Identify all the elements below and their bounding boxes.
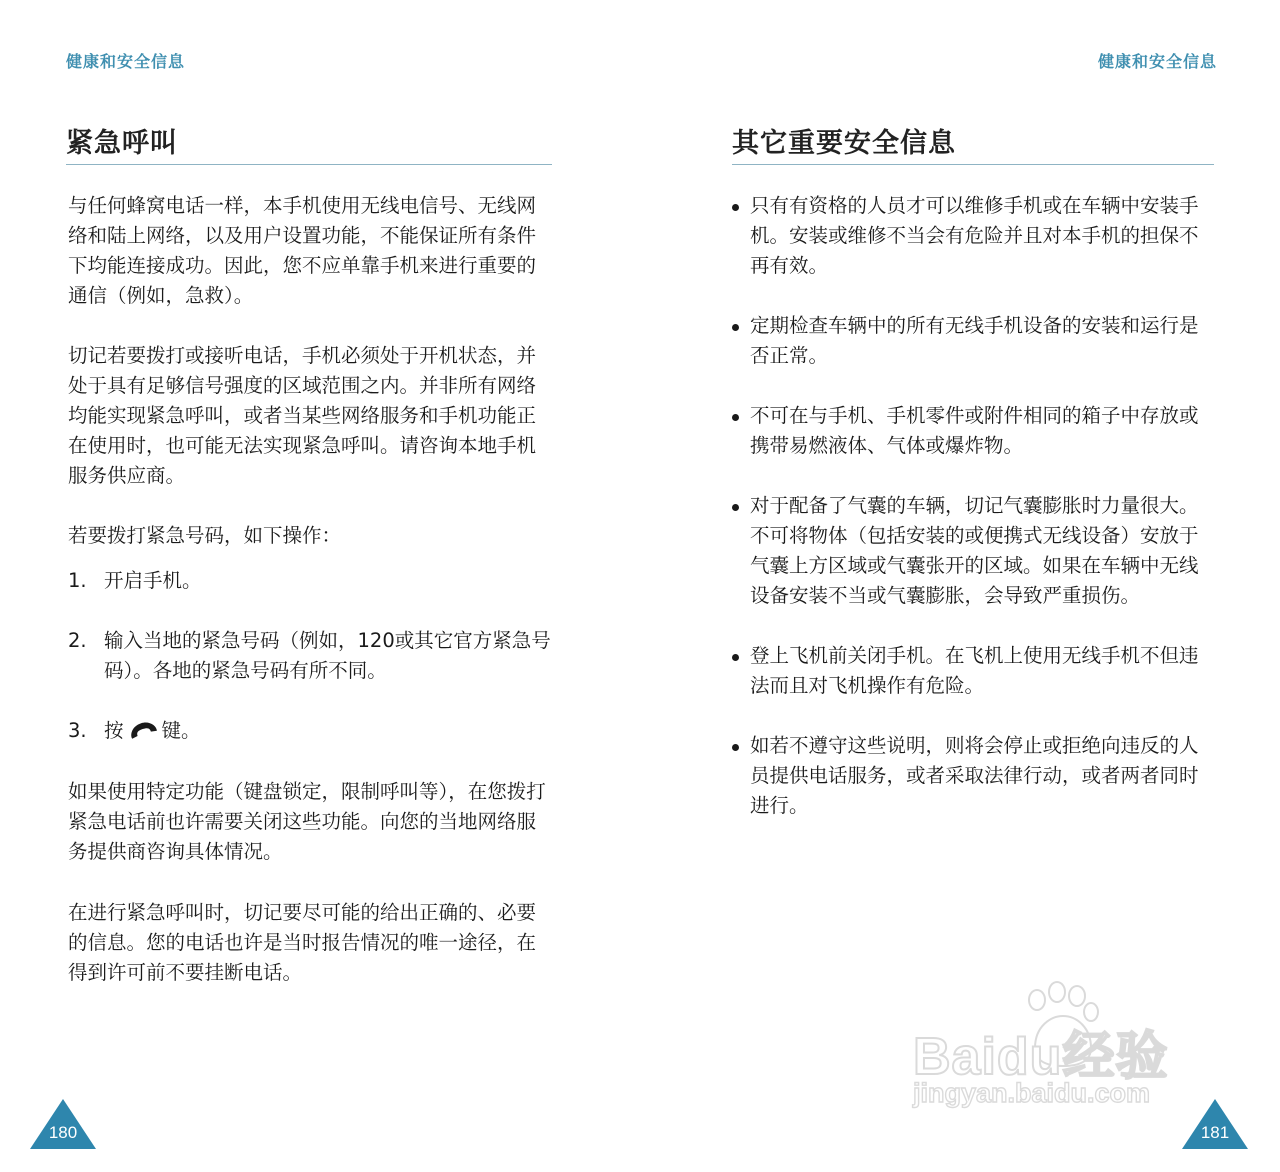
bullet-dot-icon: [732, 744, 739, 751]
bullet-item: [732, 191, 1210, 281]
bullet-dot-icon: [732, 654, 739, 661]
step-1: [68, 566, 554, 596]
bullet-item: [732, 641, 1210, 701]
body-text-block-2: [68, 341, 554, 491]
page-number: 181: [1200, 1123, 1230, 1142]
watermark-brand: Baidu经验: [913, 1028, 1169, 1086]
step-text-after: 键。: [161, 719, 201, 742]
bullet-text: 不可在与手机、手机零件或附件相同的箱子中存放或携带易燃液体、气体或爆炸物。: [750, 404, 1199, 457]
step-number: 2.: [68, 629, 87, 652]
bullet-text: 如若不遵守这些说明，则将会停止或拒绝向违反的人员提供电话服务，或者采取法律行动，或者两者同时进行。: [750, 734, 1199, 817]
section-title: 紧急呼叫: [66, 124, 552, 165]
body-text-block-1: [68, 191, 554, 311]
step-2: [68, 626, 554, 686]
baidu-watermark: [905, 978, 1205, 1128]
step-3: [68, 716, 554, 746]
step-text: 开启手机。: [104, 569, 202, 592]
bullet-item: [732, 401, 1210, 461]
bullet-text: 登上飞机前关闭手机。在飞机上使用无线手机不但违法而且对飞机操作有危险。: [750, 644, 1199, 697]
bullet-item: [732, 491, 1210, 611]
step-number: 3.: [68, 719, 87, 742]
running-head: 健康和安全信息: [1097, 52, 1217, 71]
watermark-url: jingyan.baidu.com: [913, 1078, 1151, 1108]
step-number: 1.: [68, 569, 87, 592]
page-number: 180: [48, 1123, 78, 1142]
bullet-dot-icon: [732, 504, 739, 511]
paragraph-dial-intro: 若要拨打紧急号码，如下操作：: [68, 524, 342, 547]
body-text-block-3: [68, 521, 554, 551]
phone-send-key-icon: [128, 719, 158, 739]
body-text-block-4: [68, 777, 554, 867]
step-text: 输入当地的紧急号码（例如，120或其它官方紧急号码）。各地的紧急号码有所不同。: [104, 629, 551, 682]
bullet-item: [732, 731, 1210, 821]
body-text-block-5: [68, 898, 554, 988]
paragraph-specific-features: 如果使用特定功能（键盘锁定，限制呼叫等），在您拨打紧急电话前也许需要关闭这些功能。向您的当地网络服务提供商咨询具体情况。: [68, 780, 546, 863]
step-text-before: 按: [104, 719, 124, 742]
bullet-text: 对于配备了气囊的车辆，切记气囊膨胀时力量很大。不可将物体（包括安装的或便携式无线设备）安放于气囊上方区域或气囊张开的区域。如果在车辆中无线设备安装不当或气囊膨胀，会导致严重损伤。: [750, 494, 1199, 607]
bullet-text: 定期检查车辆中的所有无线手机设备的安装和运行是否正常。: [750, 314, 1199, 367]
bullet-text: 只有有资格的人员才可以维修手机或在车辆中安装手机。安装或维修不当会有危险并且对本手机的担保不再有效。: [750, 194, 1199, 277]
paragraph-network-reliability: 与任何蜂窝电话一样，本手机使用无线电信号、无线网络和陆上网络，以及用户设置功能，不能保证所有条件下均能连接成功。因此，您不应单靠手机来进行重要的通信（例如，急救）。: [68, 194, 537, 307]
section-title: 其它重要安全信息: [732, 124, 1214, 165]
paragraph-give-information: 在进行紧急呼叫时，切记要尽可能的给出正确的、必要的信息。您的电话也许是当时报告情况的唯一途径，在得到许可前不要挂断电话。: [68, 901, 537, 984]
paragraph-power-on-signal: 切记若要拨打或接听电话，手机必须处于开机状态，并处于具有足够信号强度的区域范围之内。并非所有网络均能实现紧急呼叫，或者当某些网络服务和手机功能正在使用时，也可能无法实现紧急呼叫。请咨询本地手机服务供应商。: [68, 344, 537, 487]
bullet-dot-icon: [732, 204, 739, 211]
bullet-dot-icon: [732, 414, 739, 421]
running-head: 健康和安全信息: [66, 52, 186, 71]
bullet-item: [732, 311, 1210, 371]
bullet-dot-icon: [732, 324, 739, 331]
page-number-badge: [30, 1099, 96, 1149]
